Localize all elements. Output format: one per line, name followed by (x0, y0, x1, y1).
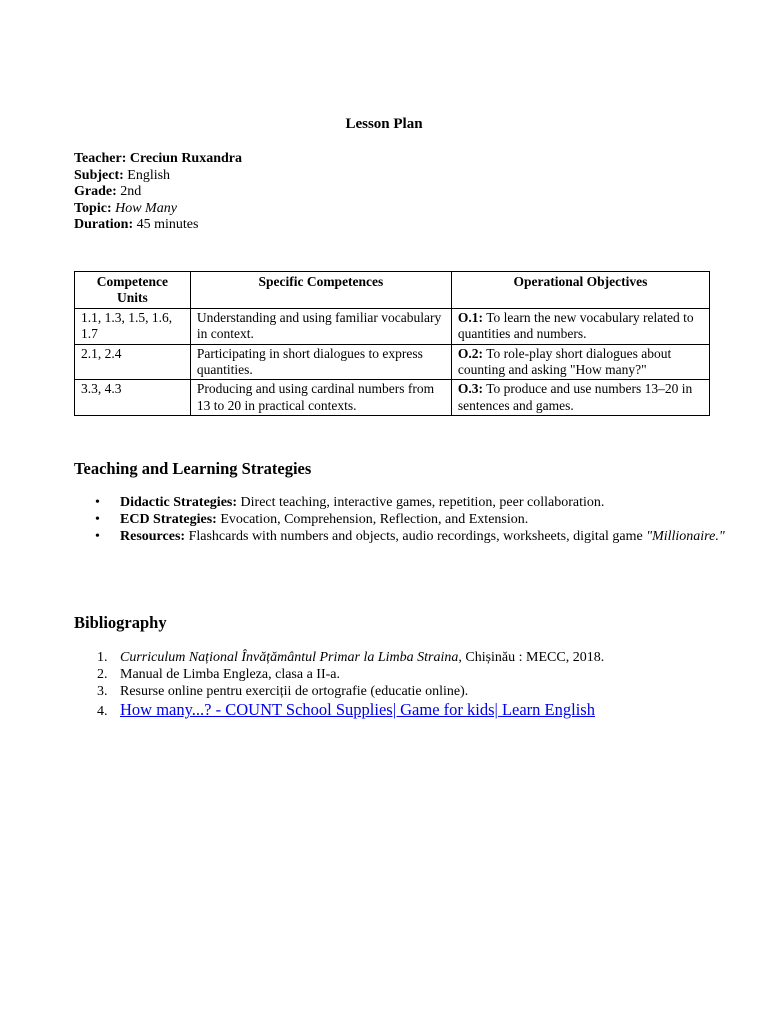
bibliography-heading: Bibliography (74, 613, 167, 632)
page-title: Lesson Plan (345, 116, 423, 132)
header-specific-competences: Specific Competences (190, 272, 451, 309)
header-operational-objectives: Operational Objectives (451, 272, 709, 309)
topic-value: How Many (115, 200, 177, 216)
list-item (97, 666, 760, 684)
list-item (97, 700, 760, 720)
grade-label: Grade: (74, 184, 117, 200)
cell-objective (451, 308, 709, 344)
competences-table (74, 271, 710, 416)
duration-value: 45 minutes (136, 217, 199, 233)
item-number: 1. (97, 650, 108, 665)
list-item (120, 512, 740, 529)
objective-text: To produce and use numbers 13–20 in sentences and games. (457, 381, 693, 413)
duration-line (74, 217, 242, 234)
cell-specific: Participating in short dialogues to express quantities. (190, 344, 451, 380)
subject-value: English (127, 167, 171, 183)
table-row (75, 380, 710, 416)
cell-specific: Producing and using cardinal numbers from 13 to 20 in practical contexts. (190, 380, 451, 416)
bib-italic-title: Curriculum Național Învățământul Primar la Limba Straina (120, 650, 459, 665)
list-item (120, 529, 740, 546)
subject-line (74, 168, 242, 185)
table-row (75, 308, 710, 344)
strategy-text: Flashcards with numbers and objects, audio recordings, worksheets, digital game (188, 528, 643, 544)
cell-objective (451, 380, 709, 416)
bib-link[interactable]: How many...? - COUNT School Supplies| Game for kids| Learn English (120, 700, 595, 720)
topic-line (74, 201, 242, 218)
duration-label: Duration: (74, 217, 134, 233)
list-item (97, 650, 760, 667)
bib-text: , Chișinău : MECC, 2018. (458, 650, 605, 665)
strategy-label: ECD Strategies: (120, 511, 217, 527)
subject-label: Subject: (74, 167, 124, 183)
strategy-text: Direct teaching, interactive games, repetition, peer collaboration. (240, 495, 605, 510)
list-item (120, 495, 740, 512)
objective-code: O.2: (457, 345, 484, 361)
teacher-value: Creciun Ruxandra (129, 151, 243, 166)
bib-text: Resurse online pentru exerciții de ortografie (educatie online). (120, 683, 469, 699)
cell-units: 2.1, 2.4 (75, 344, 191, 380)
bib-text: Manual de Limba Engleza, clasa a II-a. (120, 666, 341, 682)
bibliography-list (74, 650, 760, 720)
cell-objective (451, 344, 709, 380)
strategies-list (74, 495, 740, 545)
strategies-heading: Teaching and Learning Strategies (74, 459, 312, 478)
strategy-italic: "Millionaire." (646, 528, 725, 544)
teacher-label: Teacher: (74, 151, 127, 166)
item-number: 4. (97, 704, 108, 720)
strategy-label: Resources: (120, 528, 186, 544)
grade-line (74, 184, 242, 201)
lesson-meta (74, 151, 242, 234)
list-item (97, 683, 760, 701)
table-row (75, 344, 710, 380)
topic-label: Topic: (74, 200, 112, 216)
objective-code: O.3: (457, 381, 484, 397)
header-competence-units: Competence Units (75, 272, 191, 309)
grade-value: 2nd (120, 184, 142, 200)
objective-text: To learn the new vocabulary related to quantities and numbers. (457, 309, 694, 342)
objective-text: To role-play short dialogues about counting and asking "How many?" (457, 345, 672, 378)
teacher-line (74, 151, 242, 168)
table-header-row (75, 272, 710, 309)
item-number: 3. (97, 683, 108, 699)
item-number: 2. (97, 666, 108, 682)
cell-units: 3.3, 4.3 (75, 380, 191, 416)
strategy-text: Evocation, Comprehension, Reflection, and Extension. (220, 511, 529, 527)
cell-units: 1.1, 1.3, 1.5, 1.6, 1.7 (75, 308, 191, 344)
objective-code: O.1: (457, 309, 484, 325)
cell-specific: Understanding and using familiar vocabulary in context. (190, 308, 451, 344)
strategy-label: Didactic Strategies: (120, 495, 238, 510)
